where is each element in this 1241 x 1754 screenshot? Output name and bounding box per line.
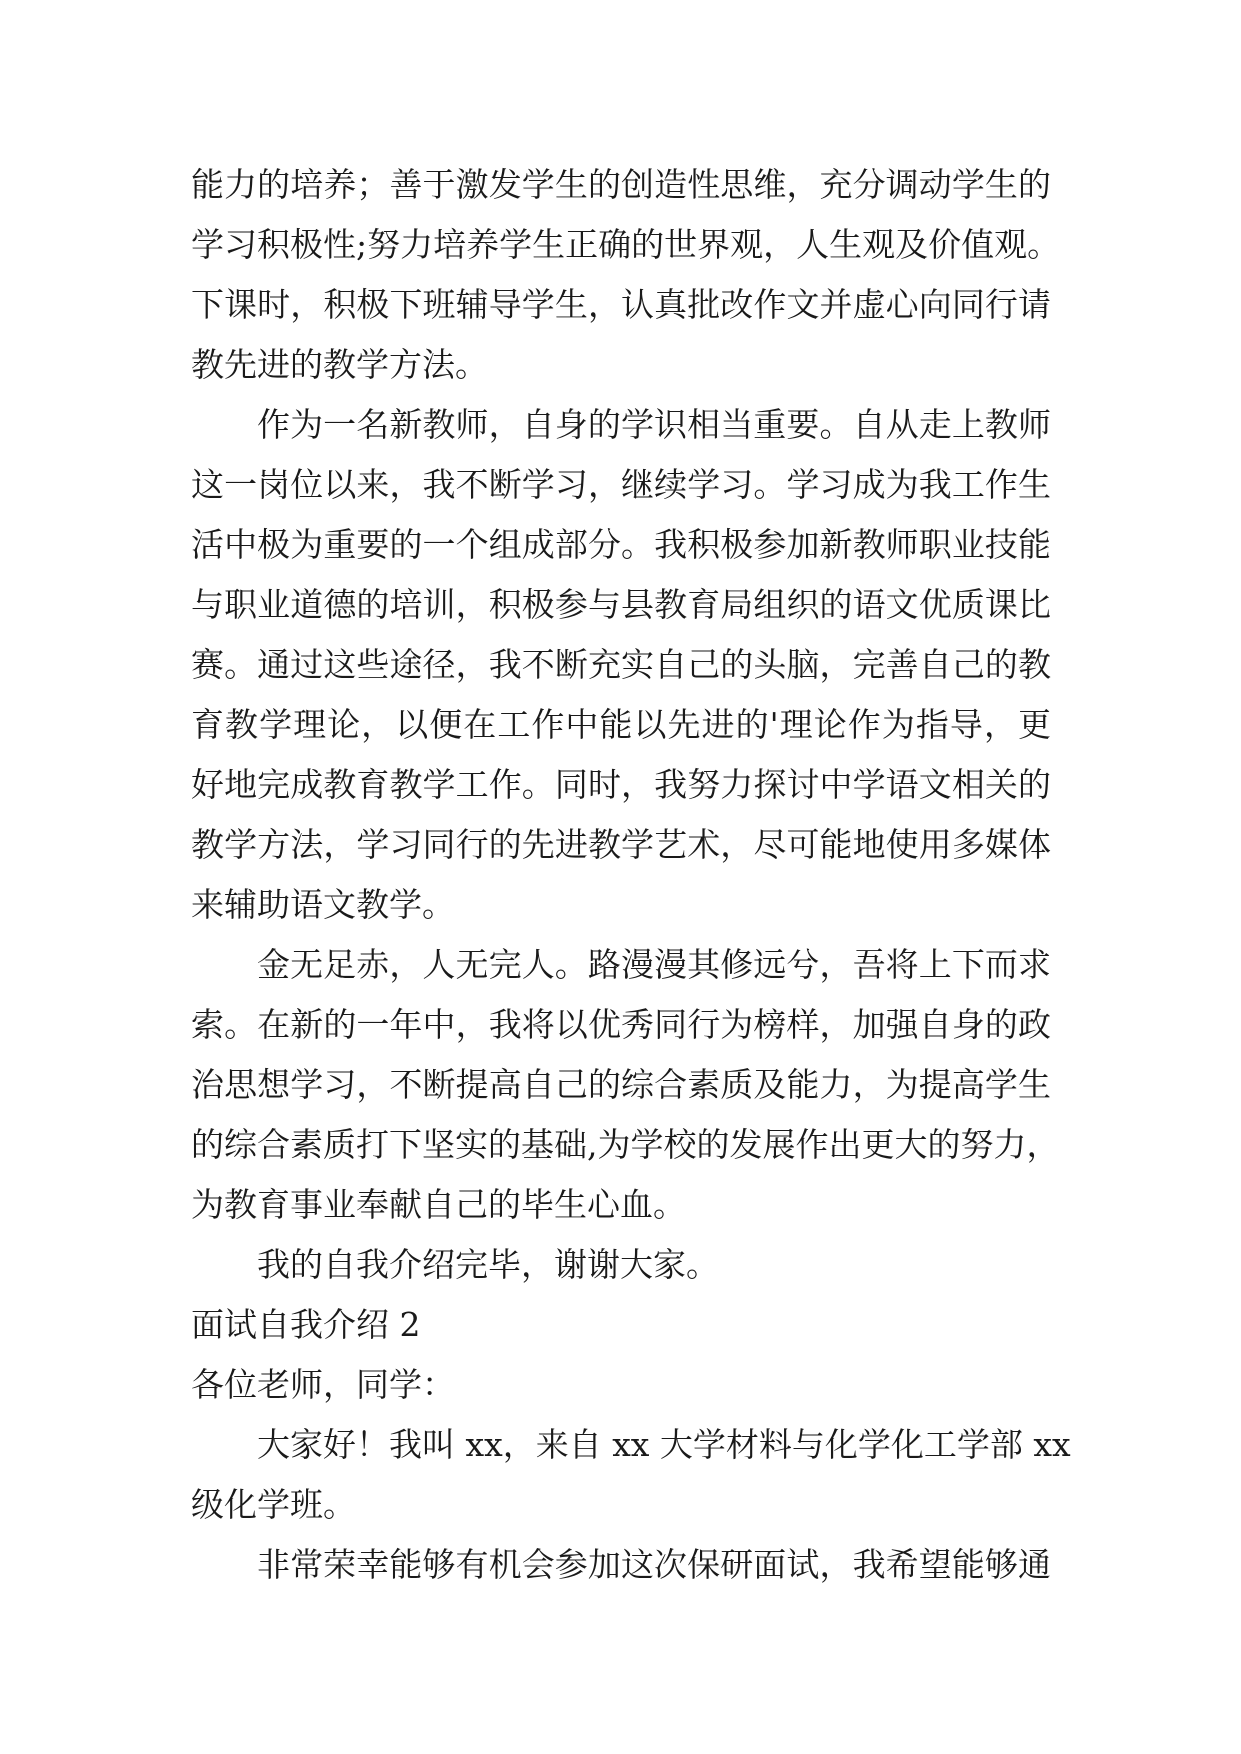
section-heading: 面试自我介绍 2 (191, 1305, 421, 1344)
paragraph-first-line: 金无足赤，人无完人。路漫漫其修远兮，吾将上下而求 (257, 945, 1051, 984)
text-line: 来辅助语文教学。 (191, 885, 455, 924)
text-line: 与职业道德的培训，积极参与县教育局组织的语文优质课比 (191, 585, 1051, 624)
paragraph-first-line: 大家好！我叫 xx，来自 xx 大学材料与化学化工学部 xx (257, 1425, 1071, 1464)
text-line: 为教育事业奉献自己的毕生心血。 (191, 1185, 686, 1224)
text-line: 的综合素质打下坚实的基础,为学校的发展作出更大的努力， (191, 1125, 1060, 1164)
text-line: 索。在新的一年中，我将以优秀同行为榜样，加强自身的政 (191, 1005, 1051, 1044)
text-line: 育教学理论，以便在工作中能以先进的'理论作为指导，更 (191, 705, 1051, 744)
text-line: 活中极为重要的一个组成部分。我积极参加新教师职业技能 (191, 525, 1051, 564)
text-line: 级化学班。 (191, 1485, 356, 1524)
text-line: 下课时，积极下班辅导学生，认真批改作文并虚心向同行请 (191, 285, 1051, 324)
paragraph-first-line: 非常荣幸能够有机会参加这次保研面试，我希望能够通 (257, 1545, 1051, 1584)
text-line: 好地完成教育教学工作。同时，我努力探讨中学语文相关的 (191, 765, 1051, 804)
salutation: 各位老师，同学： (191, 1365, 455, 1404)
closing-line: 我的自我介绍完毕，谢谢大家。 (257, 1245, 719, 1284)
text-line: 治思想学习，不断提高自己的综合素质及能力，为提高学生 (191, 1065, 1051, 1104)
text-line: 这一岗位以来，我不断学习，继续学习。学习成为我工作生 (191, 465, 1051, 504)
text-line: 教学方法，学习同行的先进教学艺术，尽可能地使用多媒体 (191, 825, 1051, 864)
document-body (191, 155, 1071, 1595)
text-line: 教先进的教学方法。 (191, 345, 488, 384)
text-line: 能力的培养；善于激发学生的创造性思维，充分调动学生的 (191, 165, 1051, 204)
paragraph-first-line: 作为一名新教师，自身的学识相当重要。自从走上教师 (257, 405, 1051, 444)
text-line: 学习积极性;努力培养学生正确的世界观，人生观及价值观。 (191, 225, 1061, 264)
text-line: 赛。通过这些途径，我不断充实自己的头脑，完善自己的教 (191, 645, 1051, 684)
